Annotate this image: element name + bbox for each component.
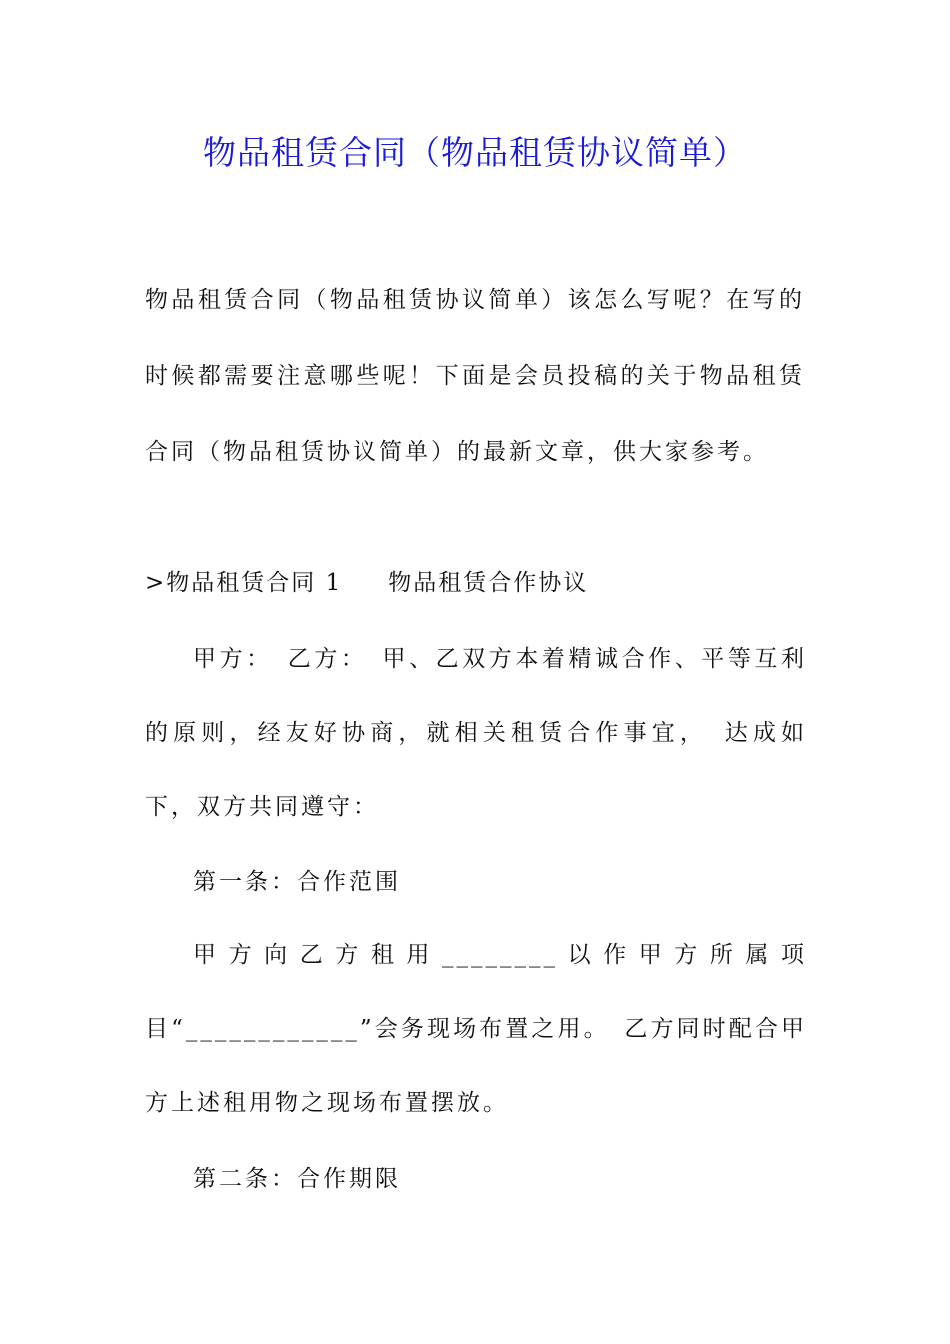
section-title: 物品租赁合作协议 xyxy=(388,570,589,596)
paragraph-scope: 甲方向乙方租用________以作甲方所属项目“____________”会务现场布置之用。 乙方同时配合甲方上述租用物之现场布置摆放。 xyxy=(145,942,807,1116)
article-2-heading: 第二条：合作期限 xyxy=(193,1166,401,1192)
section-label: >物品租赁合同 1 xyxy=(145,570,343,596)
section-heading xyxy=(145,566,805,600)
paragraph-parties: 甲方： 乙方： 甲、乙双方本着精诚合作、平等互利的原则，经友好协商，就相关租赁合作事宜， 达成如下，双方共同遵守： xyxy=(145,646,807,820)
document-title: 物品租赁合同（物品租赁协议简单） xyxy=(203,133,747,172)
intro-paragraph: 物品租赁合同（物品租赁协议简单）该怎么写呢？在写的时候都需要注意哪些呢！下面是会员投稿的关于物品租赁合同（物品租赁协议简单）的最新文章，供大家参考。 xyxy=(145,287,805,465)
article-1-heading: 第一条：合作范围 xyxy=(193,869,401,895)
